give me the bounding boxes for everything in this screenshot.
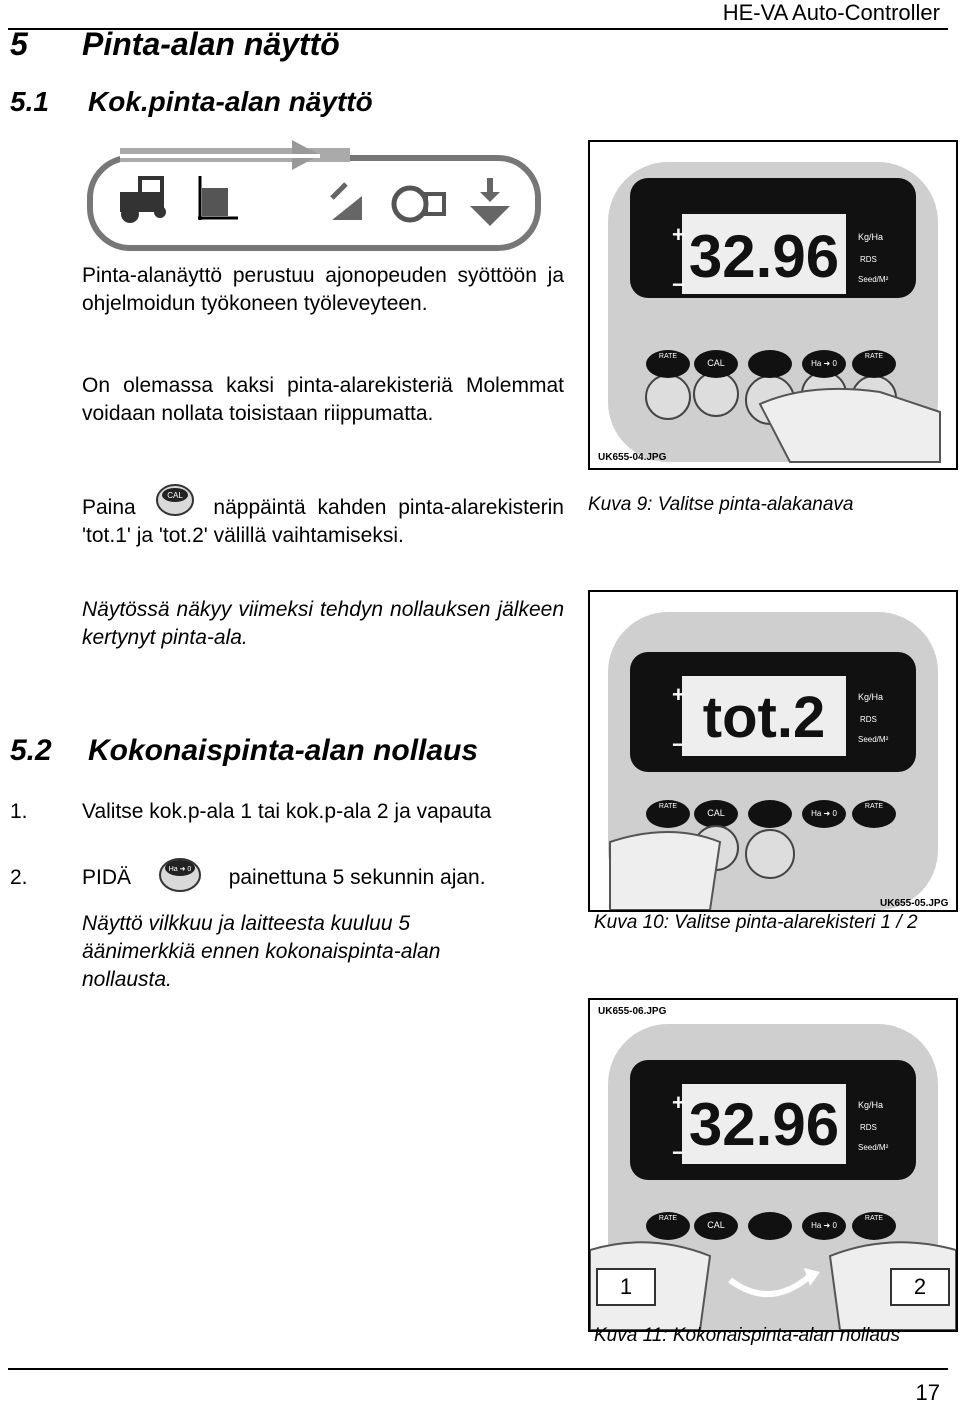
controller-illustration-1 bbox=[590, 142, 956, 468]
controller-illustration-2 bbox=[590, 592, 956, 910]
figure-11-label-2: 2 bbox=[890, 1268, 950, 1306]
rate-minus-button-label: RATE bbox=[658, 1215, 678, 1222]
cal-button-label: CAL bbox=[707, 1220, 725, 1230]
figure-10-code: UK655-05.JPG bbox=[880, 898, 949, 909]
function-icon-strip bbox=[80, 140, 550, 252]
rate-minus-button-label: RATE bbox=[658, 353, 678, 360]
lcd-readout: 32.96 bbox=[688, 223, 840, 290]
rds-logo: RDS bbox=[860, 255, 877, 264]
svg-text:+: + bbox=[672, 682, 685, 707]
svg-text:−: − bbox=[672, 1140, 685, 1165]
subsection-title-2: Kokonaispinta-alan nollaus bbox=[88, 734, 479, 767]
cal-button-label: CAL bbox=[707, 358, 725, 368]
figure-9-caption: Kuva 9: Valitse pinta-alakanava bbox=[588, 494, 854, 515]
figure-11-caption: Kuva 11: Kokonaispinta-alan nollaus bbox=[594, 1325, 900, 1346]
figure-10-photo bbox=[588, 590, 958, 912]
note-beeps: Näyttö vilkkuu ja laitteesta kuuluu 5 äänimerkkiä ennen kokonaispinta-alan nollausta. bbox=[82, 912, 441, 991]
rate-plus-button-label: RATE bbox=[864, 1215, 884, 1222]
section-number: 5 bbox=[10, 26, 28, 62]
subsection-number-1: 5.1 bbox=[10, 86, 49, 117]
page-number: 17 bbox=[915, 1380, 940, 1405]
ha-button-label: Ha ➜ 0 bbox=[811, 359, 837, 368]
subsection-heading-1 bbox=[10, 86, 373, 118]
figure-11-photo bbox=[588, 998, 958, 1332]
unit-label-top: Kg/Ha bbox=[858, 1100, 884, 1110]
document-header-title: HE-VA Auto-Controller bbox=[722, 0, 940, 25]
step-2 bbox=[10, 856, 486, 894]
ha-button-label: Ha ➜ 0 bbox=[811, 1221, 837, 1230]
figure-10-caption: Kuva 10: Valitse pinta-alarekisteri 1 / 2 bbox=[594, 912, 918, 933]
rate-plus-button-label: RATE bbox=[864, 803, 884, 810]
figure-11-code: UK655-06.JPG bbox=[598, 1006, 667, 1017]
cal-key-icon-label: CAL bbox=[166, 491, 183, 500]
paragraph-cal-key-a: Paina bbox=[82, 496, 136, 519]
paragraph-accumulated-area: Näytössä näkyy viimeksi tehdyn nollauksen jälkeen kertynyt pinta-ala. bbox=[82, 598, 564, 649]
unit-label-top: Kg/Ha bbox=[858, 232, 884, 242]
svg-text:+: + bbox=[672, 1090, 685, 1115]
lcd-readout: tot.2 bbox=[702, 685, 826, 750]
figure-11-label-1: 1 bbox=[596, 1268, 656, 1306]
cal-key-icon bbox=[154, 482, 196, 518]
rds-logo: RDS bbox=[860, 1123, 877, 1132]
subsection-number-2: 5.2 bbox=[10, 734, 52, 767]
paragraph-cal-key bbox=[82, 482, 564, 568]
svg-text:+: + bbox=[672, 222, 685, 247]
step-1 bbox=[10, 800, 491, 824]
paragraph-two-registers: On olemassa kaksi pinta-alarekisteriä Molemmat voidaan nollata toisistaan riippumatta. bbox=[82, 374, 564, 425]
step-1-number: 1. bbox=[10, 800, 28, 823]
unit-label-bottom: Seed/M² bbox=[858, 1143, 889, 1152]
figure-9-photo bbox=[588, 140, 958, 470]
paragraph-cal-key-b: näppäintä kahden pinta-alarekisterin 'tot.1' ja 'tot.2' välillä vaihtamiseksi. bbox=[82, 496, 564, 547]
unit-label-bottom: Seed/M² bbox=[858, 275, 889, 284]
unit-label-top: Kg/Ha bbox=[858, 692, 884, 702]
rate-minus-button-label: RATE bbox=[658, 803, 678, 810]
footer-rule bbox=[8, 1368, 948, 1370]
rds-logo: RDS bbox=[860, 715, 877, 724]
lcd-readout: 32.96 bbox=[688, 1091, 840, 1158]
step-2-text-a: PIDÄ bbox=[82, 866, 132, 889]
svg-text:−: − bbox=[672, 732, 685, 757]
ha-zero-key-icon bbox=[157, 856, 203, 894]
rate-plus-button-label: RATE bbox=[864, 353, 884, 360]
paragraph-speed-input: Pinta-alanäyttö perustuu ajonopeuden syöttöön ja ohjelmoidun työkoneen työleveyteen. bbox=[82, 264, 564, 315]
step-2-text-b: painettuna 5 sekunnin ajan. bbox=[228, 866, 486, 889]
figure-9-code: UK655-04.JPG bbox=[598, 452, 667, 463]
subsection-title-1: Kok.pinta-alan näyttö bbox=[88, 86, 373, 117]
subsection-heading-2 bbox=[10, 734, 478, 768]
unit-label-bottom: Seed/M² bbox=[858, 735, 889, 744]
ha-button-label: Ha ➜ 0 bbox=[811, 809, 837, 818]
section-title: Pinta-alan näyttö bbox=[82, 26, 340, 62]
svg-text:−: − bbox=[672, 272, 685, 297]
cal-button-label: CAL bbox=[707, 808, 725, 818]
step-2-number: 2. bbox=[10, 866, 28, 889]
finger-illustration bbox=[610, 832, 720, 910]
step-1-text: Valitse kok.p-ala 1 tai kok.p-ala 2 ja vapauta bbox=[82, 800, 492, 823]
ha-zero-key-icon-label: Ha ➜ 0 bbox=[168, 866, 192, 873]
section-heading bbox=[10, 26, 340, 63]
